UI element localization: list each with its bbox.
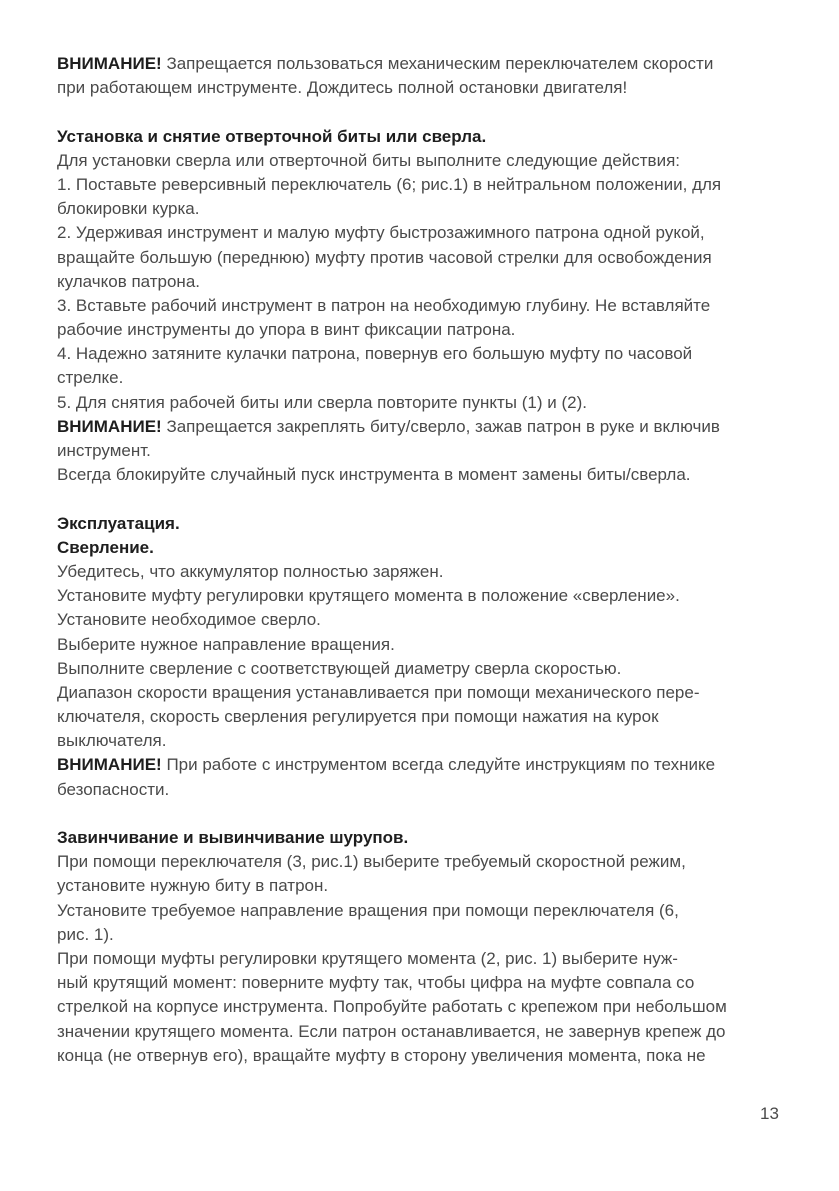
install-warning-line-2: инструмент. (57, 441, 151, 460)
install-line: рабочие инструменты до упора в винт фиксации патрона. (57, 320, 516, 340)
install-line: Для установки сверла или отверточной биты выполните следующие действия: (57, 150, 681, 170)
operation-line: Выполните сверление с соответствующей диаметру сверла скоростью. (57, 658, 622, 678)
screwing-line: конца (не отвернув его), вращайте муфту в сторону увеличения момента, пока не (57, 1045, 706, 1065)
operation-line: Убедитесь, что аккумулятор полностью заряжен. (57, 561, 444, 581)
install-line: блокировки курка. (57, 199, 200, 219)
operation-line: выключателя. (57, 731, 167, 751)
screwing-line: Установите требуемое направление вращения при помощи переключателя (6, (57, 900, 679, 920)
install-warning-line-1 (57, 415, 785, 439)
document-page (57, 52, 785, 1068)
install-line: кулачков патрона. (57, 271, 200, 291)
install-line: стрелке. (57, 368, 124, 388)
intro-warning-line-1 (57, 52, 785, 76)
install-line: 4. Надежно затяните кулачки патрона, повернув его большую муфту по часовой (57, 344, 693, 364)
operation-line: Установите необходимое сверло. (57, 610, 321, 630)
operation-line: Установите муфту регулировки крутящего момента в положение «сверление». (57, 586, 680, 606)
operation-heading: Эксплуатация. (57, 513, 180, 533)
install-line: 2. Удерживая инструмент и малую муфту быстрозажимного патрона одной рукой, (57, 223, 705, 243)
operation-line: Выберите нужное направление вращения. (57, 634, 395, 654)
warning-label: ВНИМАНИЕ! (57, 755, 162, 775)
page-number: 13 (760, 1104, 779, 1123)
install-line: 5. Для снятия рабочей биты или сверла повторите пункты (1) и (2). (57, 392, 587, 412)
drilling-subheading: Сверление. (57, 537, 154, 557)
install-last-line: Всегда блокируйте случайный пуск инструмента в момент замены биты/сверла. (57, 465, 691, 485)
install-line: вращайте большую (переднюю) муфту против часовой стрелки для освобождения (57, 247, 712, 267)
operation-warning-line-2: безопасности. (57, 779, 170, 799)
warning-label: ВНИМАНИЕ! (57, 416, 162, 436)
screwing-line: стрелкой на корпусе инструмента. Попробуйте работать с крепежом при небольшом (57, 997, 727, 1017)
operation-warning-line-1 (57, 753, 785, 777)
screwing-line: установите нужную биту в патрон. (57, 876, 329, 896)
spacer (57, 100, 785, 124)
warning-label: ВНИМАНИЕ! (57, 54, 162, 73)
install-line: 1. Поставьте реверсивный переключатель (6; рис.1) в нейтральном положении, для (57, 174, 722, 194)
screwing-line: При помощи переключателя (3, рис.1) выберите требуемый скоростной режим, (57, 852, 686, 872)
screwing-heading: Завинчивание и вывинчивание шурупов. (57, 828, 409, 847)
operation-warning-text: При работе с инструментом всегда следуйте инструкциям по технике (166, 755, 716, 775)
screwing-line: рис. 1). (57, 924, 114, 944)
spacer (57, 487, 785, 511)
intro-warning-line-2: при работающем инструменте. Дождитесь полной остановки двигателя! (57, 78, 628, 98)
install-line: 3. Вставьте рабочий инструмент в патрон на необходимую глубину. Не вставляйте (57, 295, 711, 315)
screwing-line: значении крутящего момента. Если патрон останавливается, не завернув крепеж до (57, 1021, 726, 1041)
operation-line: ключателя, скорость сверления регулируется при помощи нажатия на курок (57, 707, 659, 727)
install-warning-text: Запрещается закреплять биту/сверло, зажав патрон в руке и включив (166, 416, 720, 436)
screwing-line: При помощи муфты регулировки крутящего момента (2, рис. 1) выберите нуж- (57, 948, 678, 968)
install-heading: Установка и снятие отверточной биты или сверла. (57, 126, 487, 146)
spacer (57, 802, 785, 826)
intro-warning-text-1: Запрещается пользоваться механическим переключателем скорости (166, 54, 714, 73)
operation-line: Диапазон скорости вращения устанавливается при помощи механического пере- (57, 682, 700, 702)
screwing-line: ный крутящий момент: поверните муфту так, чтобы цифра на муфте совпала со (57, 973, 695, 993)
